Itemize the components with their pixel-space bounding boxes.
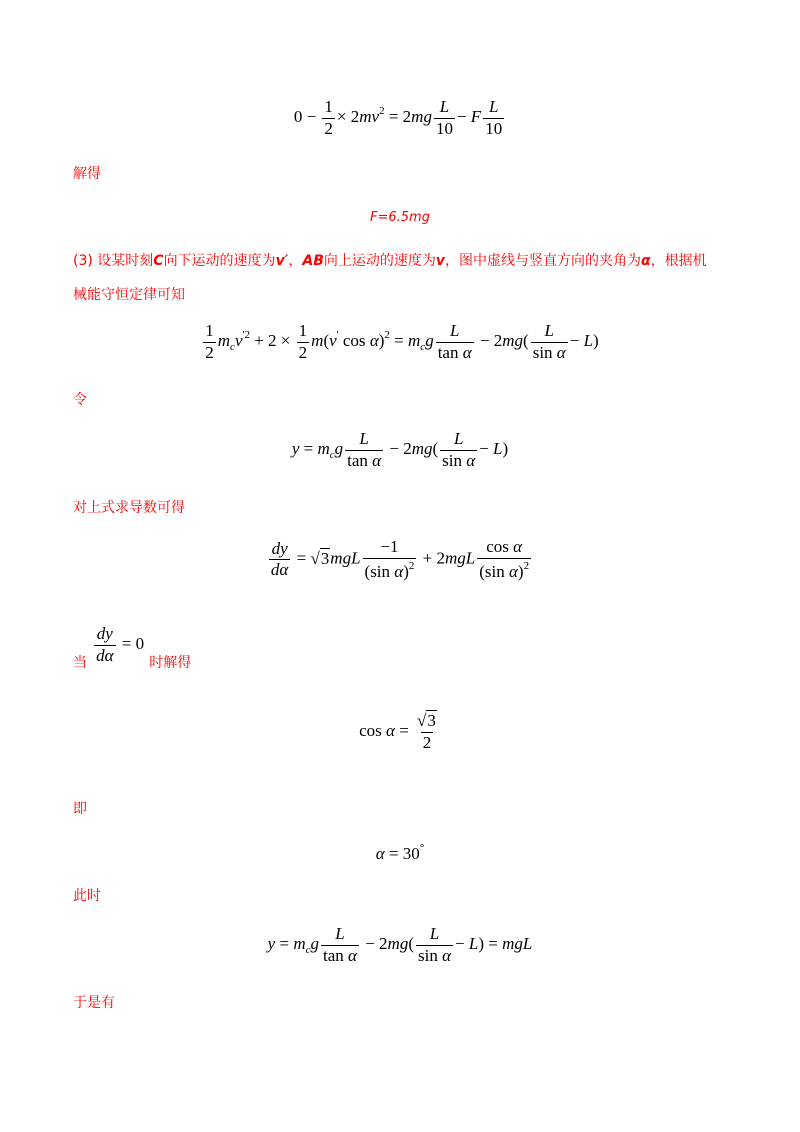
equation-energy-2: $\frac{1}{2}$ $m_cv^{'2} + 2$ × $\frac{1}{2}$ m(v' $\cos \alpha)^2 = m_cg$ $\frac{L}{\text{tan α}}$ − 2mg( $\frac{L}{\text{sin α}}$ − L) [205,321,599,362]
part3-paragraph: (3) 设某时刻C向下运动的速度为v′，AB向上运动的速度为v，图中虚线与竖直方向的夹角为α，根据机 [73,253,707,269]
part3-text-b: 向下运动的速度为 [163,253,276,269]
part3-text-e: ，根据机 [650,253,707,269]
part3-C: C [153,253,164,269]
part3-v: v [435,253,446,269]
equation-cos-alpha: cos α = $\frac{√3}{2}$ [359,711,436,752]
equation-alpha-30: α = 30° [375,842,425,863]
part3-line2: 械能守恒定律可知 [73,287,185,303]
equation-y-result: $y = m_cg$ $\frac{L}{\text{tan α}}$ − 2mg( $\frac{L}{\text{sin α}}$ − L) = mgL [267,924,533,965]
part3-text-d: ，图中虚线与竖直方向的夹角为 [445,253,642,269]
part3-text-a: (3) 设某时刻 [73,253,154,269]
condition-line [73,625,191,672]
text-shi-jiede: 时解得 [149,655,192,672]
equation-y-definition: $y = m_cg$ $\frac{L}{\text{tan α}}$ − 2mg( $\frac{L}{\text{sin α}}$ − L) [291,429,509,470]
equation-derivative-zero: $\frac{dy}{d\alpha}$ = 0 [96,624,145,665]
equation-derivative: $\frac{dy}{d\alpha}$ = √3mgL $\frac{-1}{(\sin \alpha)^2}$ + 2mgL $\frac{\text{cos α}}{(\sin \alpha)^2}$ [270,537,530,581]
part3-alpha: α [641,253,651,269]
text-ci-shi: 此时 [73,888,101,904]
equation-energy-1: 0 − $\frac{1}{2}$ × $2mv^2 = 2mg$ $\frac{L}{10}$ − F $\frac{L}{10}$ [293,97,503,138]
text-jiede-1: 解得 [73,166,101,182]
result-force-text: F=6.5mg [370,210,430,225]
text-ji: 即 [73,801,87,817]
part3-AB: AB [302,253,324,269]
text-yu-shi-you: 于是有 [73,995,115,1011]
part3-text-c: 向上运动的速度为 [323,253,436,269]
text-derivative-intro: 对上式求导数可得 [73,500,185,516]
text-dang: 当 [73,655,87,672]
text-ling: 令 [73,392,87,408]
part3-v1: v′ [275,253,289,269]
result-force [0,206,800,225]
